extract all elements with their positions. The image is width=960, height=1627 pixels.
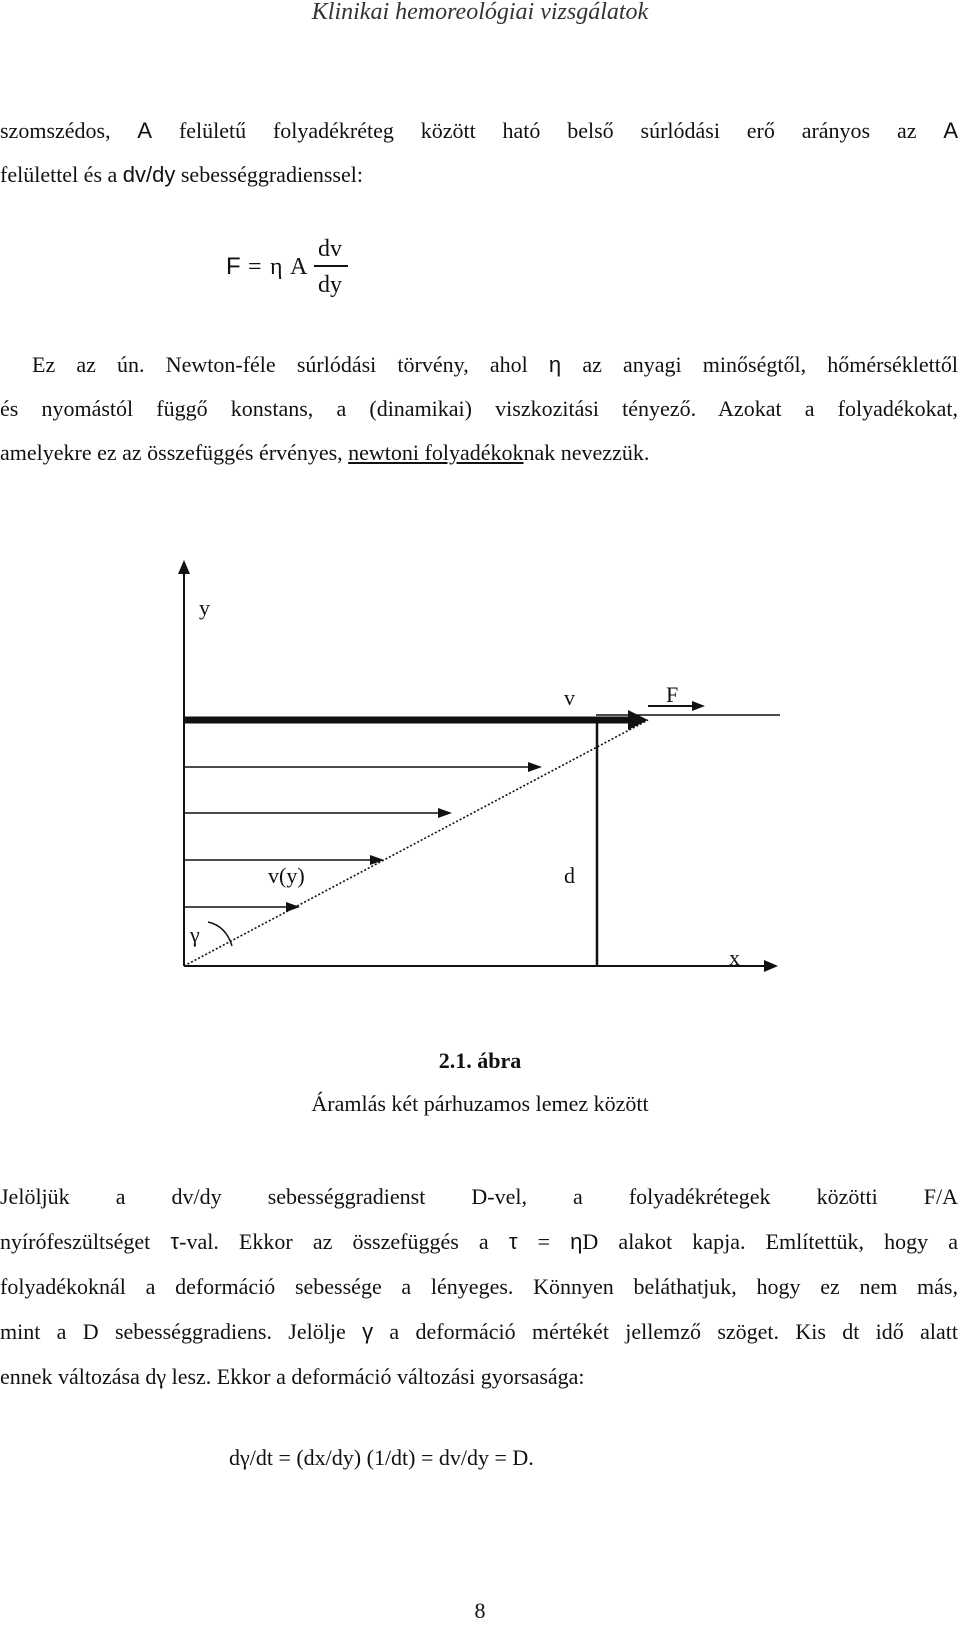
x-axis-arrowhead — [764, 960, 778, 972]
eta-symbol: η — [570, 1229, 583, 1254]
label-vy: v(y) — [268, 863, 305, 888]
label-d: d — [564, 863, 575, 888]
force-arrowhead — [692, 701, 705, 711]
formula-numerator: dv — [318, 236, 342, 262]
top-velocity-arrowhead — [628, 710, 648, 730]
text: Jelöljük a dv/dy sebességgradienst D-vel, a folyadékrétegek közötti F/A — [0, 1184, 958, 1209]
intro-text: felülettel és a — [0, 162, 123, 187]
text: folyadékoknál a deformáció sebessége a lényeges. Könnyen beláthatjuk, hogy ez nem más, — [0, 1274, 958, 1299]
intro-text: felületű folyadékréteg között ható belső súrlódási erő arányos az — [152, 118, 944, 143]
symbol-dvdy: dv/dy — [122, 162, 176, 187]
intro-text: sebességgradienssel: — [175, 162, 363, 187]
deformation-rate-formula: dγ/dt = (dx/dy) (1/dt) = dv/dy = D. — [229, 1445, 534, 1470]
text: D alakot kapja. Említettük, hogy a — [582, 1229, 958, 1254]
y-axis-arrowhead — [178, 560, 190, 574]
text: az anyagi minőségtől, hőmérséklettől — [561, 352, 958, 377]
page-number: 8 — [474, 1598, 486, 1623]
text: = — [517, 1229, 571, 1254]
formula-F: F — [226, 253, 241, 280]
label-F: F — [666, 682, 679, 707]
velocity-arrowhead-2 — [438, 808, 452, 818]
figure-number: 2.1. ábra — [438, 1048, 522, 1073]
velocity-arrowhead-1 — [528, 762, 542, 772]
text: nyírófeszültséget — [0, 1229, 171, 1254]
formula-eta: η — [270, 254, 283, 280]
formula-A: A — [290, 254, 308, 280]
intro-text: szomszédos, — [0, 118, 138, 143]
velocity-profile-line — [184, 720, 648, 966]
tau-symbol: τ — [508, 1229, 518, 1254]
label-gamma: γ — [190, 922, 200, 947]
text: amelyekre ez az összefüggés érvényes, — [0, 440, 349, 465]
body-line-5 — [0, 1354, 958, 1399]
text: mint a D sebességgradiens. Jelölje — [0, 1319, 363, 1344]
gamma-symbol: γ — [362, 1319, 374, 1344]
label-v: v — [564, 685, 575, 710]
symbol-A: A — [137, 118, 153, 143]
label-x: x — [729, 945, 740, 970]
gamma-angle-arc — [208, 922, 232, 946]
underlined-term: newtoni folyadékok — [348, 440, 524, 465]
text: Azokat a folyadékokat, — [718, 396, 959, 421]
running-header: Klinikai hemoreológiai vizsgálatok — [311, 0, 649, 25]
text: ennek változása dγ lesz. Ekkor a deformáció változási gyorsasága: — [0, 1364, 585, 1389]
text: -val. Ekkor az összefüggés a — [179, 1229, 509, 1254]
text: és nyomástól függő konstans, a (dinamikai) viszkozitási tényező. — [0, 396, 719, 421]
text: Ez az ún. Newton-féle súrlódási törvény, ahol — [32, 352, 549, 377]
velocity-arrowhead-3 — [370, 855, 384, 865]
symbol-A: A — [943, 118, 958, 143]
formula-equals: = — [248, 254, 262, 280]
text: nak nevezzük. — [523, 440, 650, 465]
label-y: y — [199, 595, 210, 620]
tau-symbol: τ — [170, 1229, 180, 1254]
figure-title: Áramlás két párhuzamos lemez között — [311, 1091, 649, 1116]
formula-denominator: dy — [318, 272, 342, 298]
eta-symbol: η — [548, 352, 562, 377]
text: a deformáció mértékét jellemző szöget. Kis dt idő alatt — [373, 1319, 958, 1344]
